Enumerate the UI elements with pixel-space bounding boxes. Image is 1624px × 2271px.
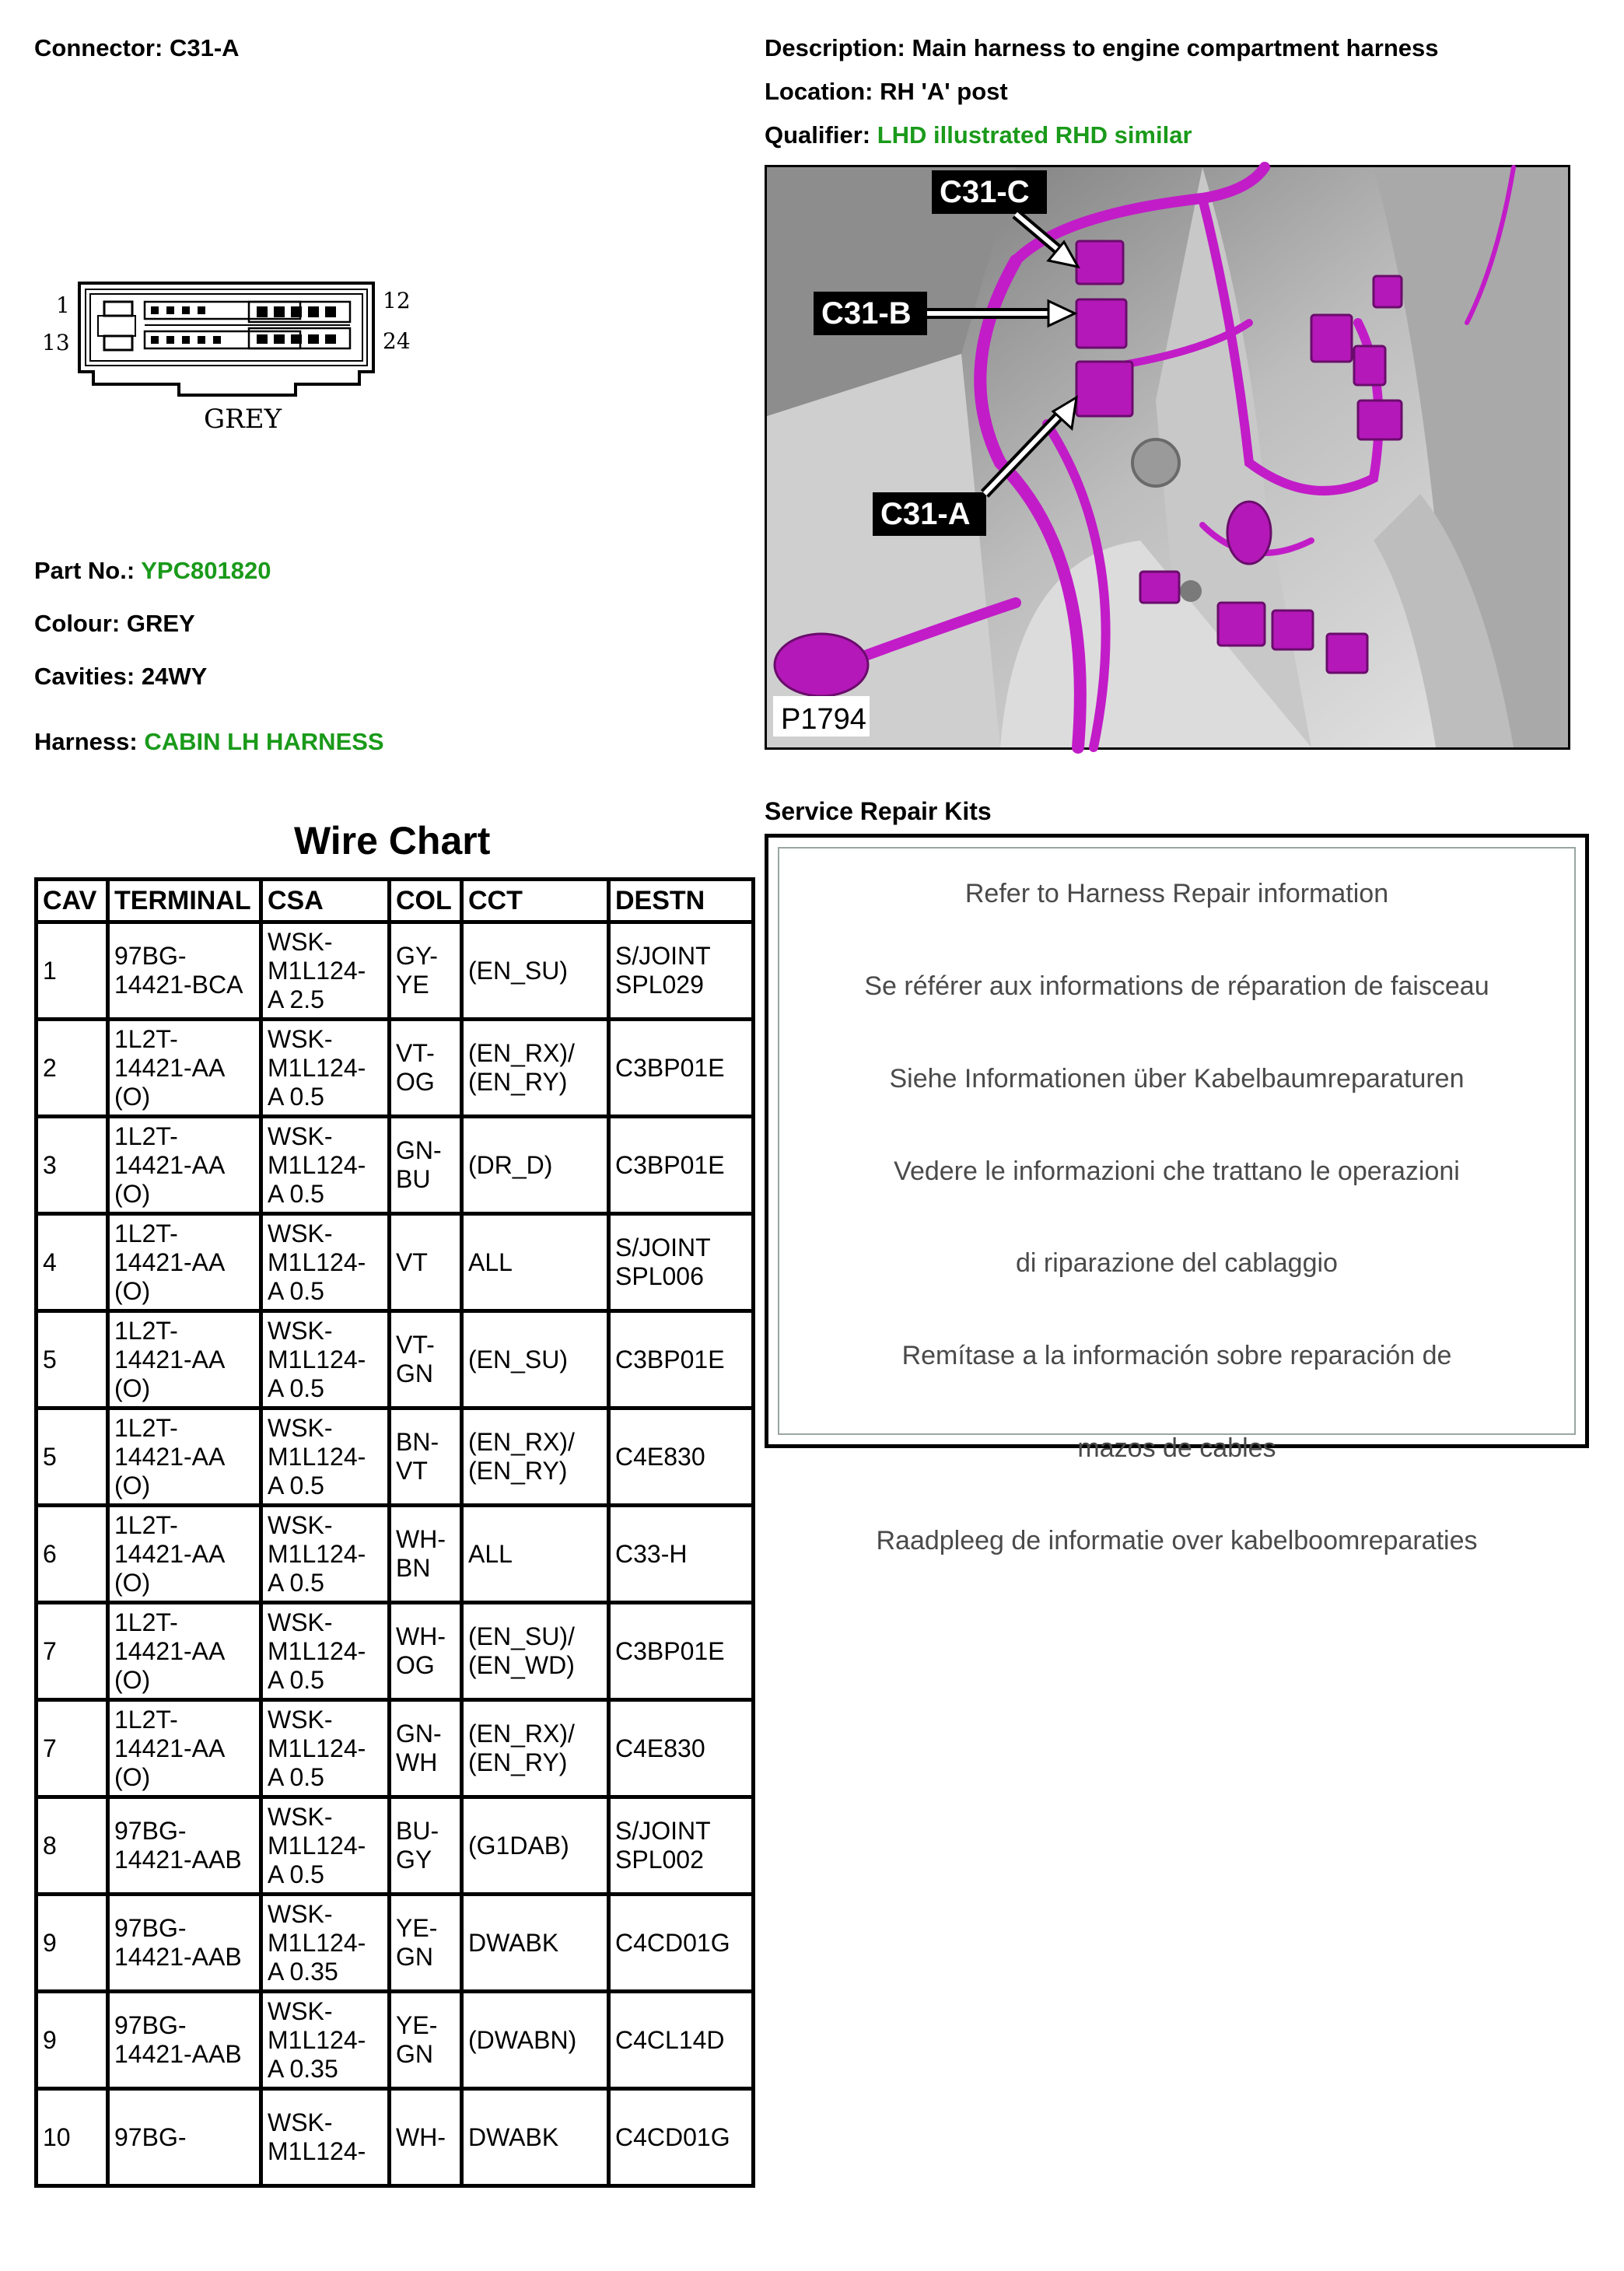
cell-csa bbox=[261, 1992, 390, 2089]
cell-cct bbox=[462, 1992, 609, 2089]
cell-col bbox=[390, 1408, 462, 1506]
cell-cct-text: (EN_RX)/ (EN_RY) bbox=[468, 1720, 575, 1776]
cell-destn-text: C33-H bbox=[615, 1539, 688, 1568]
cell-cct-text: (DWABN) bbox=[468, 2025, 577, 2054]
cell-cav bbox=[37, 2089, 108, 2186]
cell-col bbox=[390, 1895, 462, 1992]
table-row bbox=[37, 922, 754, 1020]
harness-label: Harness: bbox=[34, 728, 138, 755]
cell-col-text: BN- VT bbox=[396, 1428, 439, 1485]
service-repair-line: Refer to Harness Repair information bbox=[964, 879, 1389, 909]
connector-face-diagram bbox=[42, 280, 428, 436]
cell-cct bbox=[462, 1117, 609, 1214]
wire-chart-header-row bbox=[37, 880, 754, 922]
cell-destn bbox=[609, 2089, 754, 2186]
col-header-csa: CSA bbox=[261, 880, 390, 922]
part-no-line bbox=[34, 557, 271, 585]
connector-face-svg bbox=[42, 280, 428, 436]
cell-cav bbox=[37, 1020, 108, 1117]
cell-csa bbox=[261, 1408, 390, 1506]
cell-csa-text: WSK- M1L124- A 2.5 bbox=[268, 927, 366, 1013]
harness-illustration bbox=[767, 167, 1568, 747]
colour-value: GREY bbox=[126, 610, 195, 637]
cell-destn bbox=[609, 1020, 754, 1117]
harness-line bbox=[34, 728, 384, 756]
cell-terminal-text: 1L2T- 14421-AA (O) bbox=[114, 1219, 226, 1305]
service-repair-title: Service Repair Kits bbox=[765, 797, 992, 825]
cell-cct-text: (G1DAB) bbox=[468, 1831, 569, 1860]
qualifier-label: Qualifier: bbox=[765, 121, 871, 149]
cell-terminal bbox=[108, 1311, 261, 1408]
cell-cav-text: 6 bbox=[43, 1539, 57, 1568]
callout-c31-b-text: C31-B bbox=[821, 296, 912, 331]
colour-line bbox=[34, 610, 195, 638]
cell-cav-text: 2 bbox=[43, 1053, 57, 1082]
cell-terminal-text: 1L2T- 14421-AA (O) bbox=[114, 1316, 226, 1402]
cell-col-text: VT- GN bbox=[396, 1331, 435, 1387]
cell-csa bbox=[261, 1895, 390, 1992]
table-row bbox=[37, 1603, 754, 1700]
cell-csa-text: WSK- M1L124- A 0.5 bbox=[268, 1608, 366, 1694]
cell-csa-text: WSK- M1L124- A 0.35 bbox=[268, 1996, 366, 2083]
cell-destn bbox=[609, 1311, 754, 1408]
cell-cct-text: ALL bbox=[468, 1247, 513, 1276]
cell-terminal bbox=[108, 1797, 261, 1895]
cell-cav bbox=[37, 1214, 108, 1311]
cell-terminal bbox=[108, 1895, 261, 1992]
col-header-cav: CAV bbox=[37, 880, 108, 922]
cell-cav-text: 5 bbox=[43, 1442, 57, 1471]
cell-col-text: WH- OG bbox=[396, 1622, 446, 1679]
service-repair-box bbox=[765, 834, 1589, 1555]
cell-destn-text: C4E830 bbox=[615, 1442, 705, 1471]
cell-cav bbox=[37, 1408, 108, 1506]
cell-csa-text: WSK- M1L124- A 0.5 bbox=[268, 1122, 366, 1208]
cell-col bbox=[390, 1506, 462, 1603]
col-header-col: COL bbox=[390, 880, 462, 922]
cell-cct bbox=[462, 922, 609, 1020]
cavities-label: Cavities: bbox=[34, 663, 135, 690]
service-repair-line: Vedere le informazioni che trattano le operazioni bbox=[894, 1156, 1460, 1186]
table-row bbox=[37, 1214, 754, 1311]
cell-cct-text: (EN_RX)/ (EN_RY) bbox=[468, 1428, 575, 1485]
description-line bbox=[765, 34, 1439, 62]
pin-label-24: 24 bbox=[383, 328, 411, 354]
cell-col bbox=[390, 1603, 462, 1700]
wire-chart bbox=[34, 877, 751, 2271]
service-repair-line: Se référer aux informations de réparation de faisceau bbox=[864, 971, 1489, 1001]
qualifier-line bbox=[765, 121, 1192, 149]
cell-terminal-text: 1L2T- 14421-AA (O) bbox=[114, 1024, 226, 1111]
cell-col-text: GN- WH bbox=[396, 1720, 442, 1776]
table-row bbox=[37, 1311, 754, 1408]
cell-col-text: GY- YE bbox=[396, 942, 438, 999]
cell-destn-text: C4E830 bbox=[615, 1734, 705, 1762]
cell-cav-text: 7 bbox=[43, 1734, 57, 1762]
cell-destn bbox=[609, 1117, 754, 1214]
callout-c31-a-text: C31-A bbox=[880, 497, 971, 531]
cell-cav bbox=[37, 1895, 108, 1992]
cell-cct bbox=[462, 1797, 609, 1895]
location-line bbox=[765, 78, 1008, 106]
cell-csa-text: WSK- M1L124- A 0.5 bbox=[268, 1802, 366, 1888]
cell-col-text: BU- GY bbox=[396, 1817, 439, 1874]
table-row bbox=[37, 1020, 754, 1117]
table-row bbox=[37, 1797, 754, 1895]
cell-destn-text: C3BP01E bbox=[615, 1345, 725, 1373]
cavities-line bbox=[34, 663, 207, 691]
cell-csa-text: WSK- M1L124- bbox=[268, 2108, 366, 2165]
cell-cav-text: 9 bbox=[43, 1928, 57, 1957]
cell-cct-text: (DR_D) bbox=[468, 1150, 553, 1179]
cell-destn-text: C3BP01E bbox=[615, 1053, 725, 1082]
cell-destn bbox=[609, 1797, 754, 1895]
table-row bbox=[37, 2089, 754, 2186]
connector-value: C31-A bbox=[169, 34, 240, 61]
callout-c31-c-text: C31-C bbox=[940, 175, 1030, 209]
cell-csa bbox=[261, 922, 390, 1020]
cell-cav-text: 3 bbox=[43, 1150, 57, 1179]
harness-value: CABIN LH HARNESS bbox=[144, 728, 384, 755]
cell-cct bbox=[462, 1311, 609, 1408]
wire-chart-title: Wire Chart bbox=[294, 819, 491, 863]
cell-terminal bbox=[108, 1992, 261, 2089]
cell-terminal-text: 1L2T- 14421-AA (O) bbox=[114, 1413, 226, 1499]
cell-cav bbox=[37, 1992, 108, 2089]
cell-destn bbox=[609, 1603, 754, 1700]
table-row bbox=[37, 1700, 754, 1797]
location-photo bbox=[765, 165, 1570, 750]
cell-cct bbox=[462, 1895, 609, 1992]
pin-label-1: 1 bbox=[56, 292, 70, 318]
service-repair-line: mazos de cables bbox=[1077, 1433, 1276, 1463]
cell-cct-text: DWABK bbox=[468, 2122, 559, 2151]
cell-cct-text: (EN_SU) bbox=[468, 1345, 569, 1373]
cell-col bbox=[390, 1311, 462, 1408]
cell-cav bbox=[37, 1506, 108, 1603]
cell-csa bbox=[261, 1700, 390, 1797]
cell-csa-text: WSK- M1L124- A 0.5 bbox=[268, 1024, 366, 1111]
cell-col bbox=[390, 1797, 462, 1895]
cell-destn-text: C3BP01E bbox=[615, 1636, 725, 1665]
cell-terminal-text: 1L2T- 14421-AA (O) bbox=[114, 1705, 226, 1791]
cell-col-text: YE- GN bbox=[396, 1914, 438, 1971]
cell-destn bbox=[609, 1408, 754, 1506]
cell-col bbox=[390, 1117, 462, 1214]
cell-col-text: YE- GN bbox=[396, 2011, 438, 2068]
service-repair-line: Siehe Informationen über Kabelbaumreparaturen bbox=[889, 1063, 1465, 1094]
table-row bbox=[37, 1506, 754, 1603]
cell-col-text: GN- BU bbox=[396, 1136, 442, 1193]
cell-col bbox=[390, 922, 462, 1020]
cell-terminal-text: 97BG- 14421-AAB bbox=[114, 1817, 242, 1874]
cell-terminal-text: 97BG- 14421-AAB bbox=[114, 1914, 242, 1971]
cell-cav bbox=[37, 1603, 108, 1700]
cell-terminal bbox=[108, 1603, 261, 1700]
cell-cav bbox=[37, 922, 108, 1020]
cell-col bbox=[390, 2089, 462, 2186]
part-no-value: YPC801820 bbox=[141, 557, 271, 584]
cell-cct bbox=[462, 1506, 609, 1603]
cell-col-text: VT- OG bbox=[396, 1039, 435, 1096]
table-row bbox=[37, 1408, 754, 1506]
cell-cav bbox=[37, 1700, 108, 1797]
cell-destn-text: C4CD01G bbox=[615, 2122, 730, 2151]
cell-csa-text: WSK- M1L124- A 0.5 bbox=[268, 1510, 366, 1597]
cell-terminal-text: 1L2T- 14421-AA (O) bbox=[114, 1122, 226, 1208]
photo-ref: P1794 bbox=[781, 703, 866, 736]
cell-csa bbox=[261, 1603, 390, 1700]
cell-destn bbox=[609, 922, 754, 1020]
cell-csa bbox=[261, 1797, 390, 1895]
cell-cav-text: 5 bbox=[43, 1345, 57, 1373]
cell-cct bbox=[462, 1603, 609, 1700]
cell-terminal bbox=[108, 1020, 261, 1117]
cell-cct-text: (EN_SU)/ (EN_WD) bbox=[468, 1622, 575, 1679]
cell-cct-text: (EN_SU) bbox=[468, 956, 569, 985]
pin-label-13: 13 bbox=[42, 330, 70, 355]
colour-label: Colour: bbox=[34, 610, 121, 637]
table-row bbox=[37, 1895, 754, 1992]
cell-cct bbox=[462, 2089, 609, 2186]
cell-cct-text: DWABK bbox=[468, 1928, 559, 1957]
cell-col bbox=[390, 1214, 462, 1311]
cell-cct-text: (EN_RX)/ (EN_RY) bbox=[468, 1039, 575, 1096]
cell-destn bbox=[609, 1895, 754, 1992]
cell-terminal bbox=[108, 1408, 261, 1506]
cell-terminal bbox=[108, 2089, 261, 2186]
cell-cct bbox=[462, 1408, 609, 1506]
cell-terminal bbox=[108, 1506, 261, 1603]
cell-cav bbox=[37, 1117, 108, 1214]
cell-col bbox=[390, 1020, 462, 1117]
part-no-label: Part No.: bbox=[34, 557, 135, 584]
wire-chart-body bbox=[37, 922, 754, 2186]
cell-destn bbox=[609, 1992, 754, 2089]
pin-label-12: 12 bbox=[383, 288, 411, 313]
cell-csa-text: WSK- M1L124- A 0.35 bbox=[268, 1899, 366, 1986]
cell-terminal-text: 97BG- 14421-AAB bbox=[114, 2011, 242, 2068]
cell-csa-text: WSK- M1L124- A 0.5 bbox=[268, 1413, 366, 1499]
cell-csa bbox=[261, 2089, 390, 2186]
cell-destn-text: C4CD01G bbox=[615, 1928, 730, 1957]
cell-cav-text: 4 bbox=[43, 1247, 57, 1276]
cell-col-text: WH- bbox=[396, 2122, 446, 2151]
location-label: Location: bbox=[765, 78, 873, 105]
cell-terminal-text: 97BG- bbox=[114, 2122, 187, 2151]
wire-chart-table bbox=[34, 877, 755, 2188]
cell-cav bbox=[37, 1797, 108, 1895]
cell-cct-text: ALL bbox=[468, 1539, 513, 1568]
cell-terminal-text: 1L2T- 14421-AA (O) bbox=[114, 1608, 226, 1694]
cell-csa-text: WSK- M1L124- A 0.5 bbox=[268, 1316, 366, 1402]
cell-csa-text: WSK- M1L124- A 0.5 bbox=[268, 1705, 366, 1791]
cell-destn-text: C3BP01E bbox=[615, 1150, 725, 1179]
cell-destn-text: C4CL14D bbox=[615, 2025, 725, 2054]
connector-label: Connector: bbox=[34, 34, 163, 61]
table-row bbox=[37, 1992, 754, 2089]
cell-col bbox=[390, 1700, 462, 1797]
cell-terminal-text: 1L2T- 14421-AA (O) bbox=[114, 1510, 226, 1597]
cell-csa bbox=[261, 1117, 390, 1214]
cell-destn-text: S/JOINT SPL029 bbox=[615, 942, 711, 999]
cell-terminal bbox=[108, 1700, 261, 1797]
cell-col-text: WH- BN bbox=[396, 1525, 446, 1582]
service-repair-line: Raadpleeg de informatie over kabelboomreparaties bbox=[876, 1525, 1478, 1555]
qualifier-value: LHD illustrated RHD similar bbox=[877, 121, 1192, 149]
cell-csa bbox=[261, 1020, 390, 1117]
cell-terminal bbox=[108, 1117, 261, 1214]
cell-cav-text: 7 bbox=[43, 1636, 57, 1665]
cell-destn-text: S/JOINT SPL006 bbox=[615, 1233, 711, 1290]
table-row bbox=[37, 1117, 754, 1214]
col-header-cct: CCT bbox=[462, 880, 609, 922]
cell-destn bbox=[609, 1700, 754, 1797]
cell-terminal-text: 97BG- 14421-BCA bbox=[114, 942, 243, 999]
cell-destn bbox=[609, 1214, 754, 1311]
cell-cct bbox=[462, 1214, 609, 1311]
connector-line bbox=[34, 34, 240, 62]
location-value: RH 'A' post bbox=[880, 78, 1008, 105]
connector-color-label: GREY bbox=[204, 404, 282, 435]
cell-cav-text: 9 bbox=[43, 2025, 57, 2054]
cell-cct bbox=[462, 1020, 609, 1117]
cell-col bbox=[390, 1992, 462, 2089]
cell-col-text: VT bbox=[396, 1247, 428, 1276]
description-value: Main harness to engine compartment harness bbox=[912, 34, 1439, 61]
col-header-terminal: TERMINAL bbox=[108, 880, 261, 922]
cell-destn bbox=[609, 1506, 754, 1603]
cell-cav-text: 1 bbox=[43, 956, 57, 985]
description-label: Description: bbox=[765, 34, 905, 61]
cell-terminal bbox=[108, 1214, 261, 1311]
cell-csa bbox=[261, 1214, 390, 1311]
cell-terminal bbox=[108, 922, 261, 1020]
cell-cct bbox=[462, 1700, 609, 1797]
cell-destn-text: S/JOINT SPL002 bbox=[615, 1817, 711, 1874]
cell-csa bbox=[261, 1311, 390, 1408]
cell-csa-text: WSK- M1L124- A 0.5 bbox=[268, 1219, 366, 1305]
cavities-value: 24WY bbox=[141, 663, 208, 690]
service-repair-line: di riparazione del cablaggio bbox=[1016, 1248, 1338, 1279]
col-header-destn: DESTN bbox=[609, 880, 754, 922]
service-repair-line: Remítase a la información sobre reparación de bbox=[901, 1341, 1452, 1371]
service-repair-panel bbox=[778, 847, 1576, 1555]
cell-cav bbox=[37, 1311, 108, 1408]
cell-csa bbox=[261, 1506, 390, 1603]
cell-cav-text: 8 bbox=[43, 1831, 57, 1860]
cell-cav-text: 10 bbox=[43, 2122, 71, 2151]
